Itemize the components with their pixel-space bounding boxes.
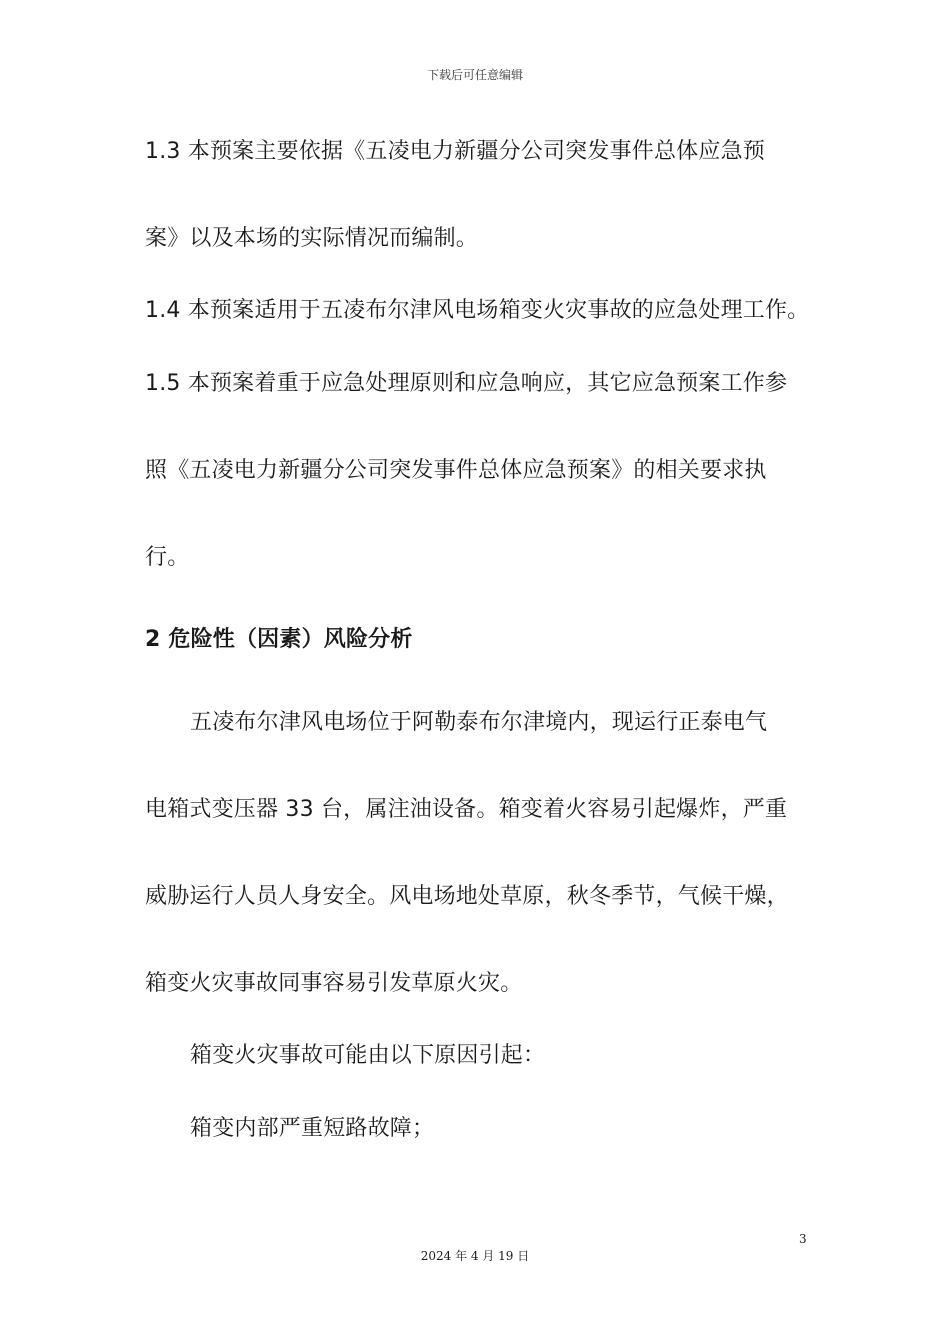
paragraph-line: 箱变火灾事故可能由以下原因引起： [190,1043,546,1068]
page-header: 下载后可任意编辑 [426,68,523,82]
paragraph-line: 箱变火灾事故同事容易引发草原火灾。 [145,971,523,996]
paragraph-line: 行。 [145,545,190,570]
paragraph-line: 威胁运行人员人身安全。风电场地处草原，秋冬季节，气候干燥， [145,884,789,909]
paragraph-line: 1.3 本预案主要依据《五凌电力新疆分公司突发事件总体应急预 [145,139,765,164]
paragraph-line: 案》以及本场的实际情况而编制。 [145,226,479,251]
paragraph-line: 五凌布尔津风电场位于阿勒泰布尔津境内，现运行正泰电气 [190,710,768,735]
paragraph-line: 1.4 本预案适用于五凌布尔津风电场箱变火灾事故的应急处理工作。 [145,298,810,323]
footer-date: 2024 年 4 月 19 日 [420,1249,530,1263]
paragraph-line: 照《五凌电力新疆分公司突发事件总体应急预案》的相关要求执 [145,458,767,483]
paragraph-line: 电箱式变压器 33 台，属注油设备。箱变着火容易引起爆炸，严重 [145,797,788,822]
page-number: 3 [799,1232,807,1246]
paragraph-line: 箱变内部严重短路故障； [190,1116,435,1141]
paragraph-line: 1.5 本预案着重于应急处理原则和应急响应，其它应急预案工作参 [145,371,788,396]
section-heading: 2 危险性（因素）风险分析 [145,627,413,652]
